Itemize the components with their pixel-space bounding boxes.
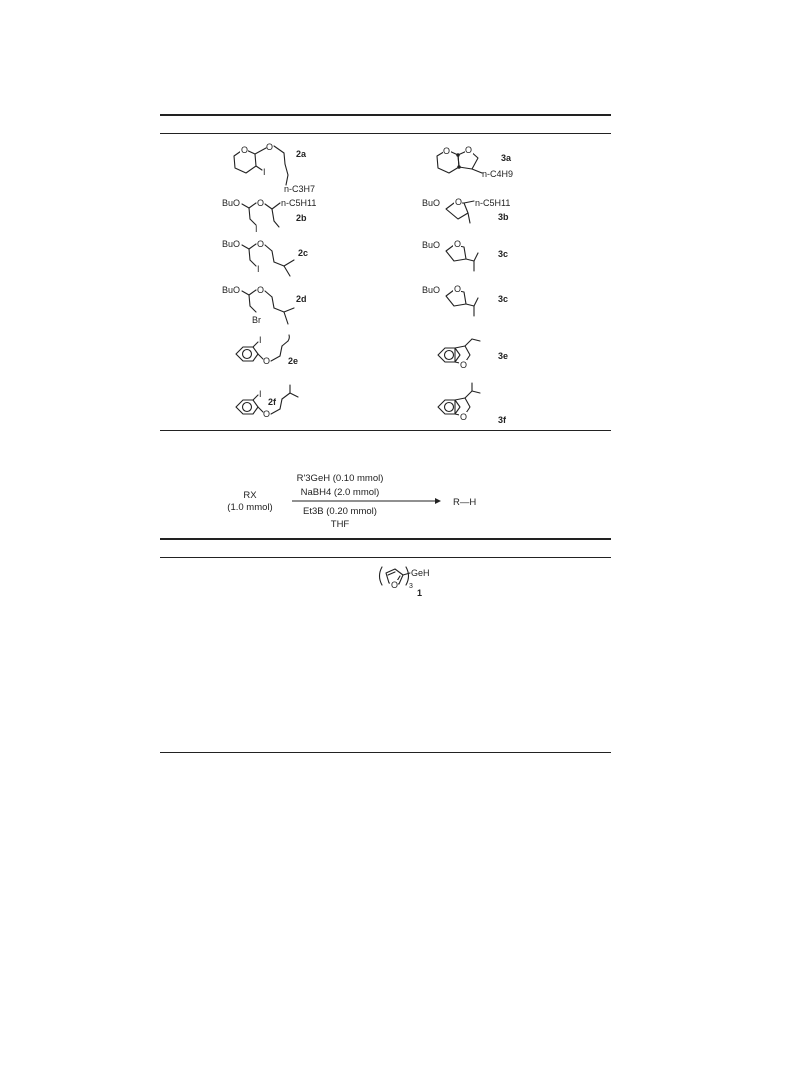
product-3b-label: 3b [498,212,509,222]
substrate-2c-butoxy: BuO [222,239,241,249]
germane-1-label: 1 [417,588,423,598]
product-3c-1-butoxy: BuO [422,240,441,250]
substrate-2f-structure [230,385,360,430]
product-3f-structure [432,385,562,430]
product-3c-1-oxygen: O [454,239,462,249]
substrate-2a-label: 2a [296,149,307,159]
product-3c-structure-1 [422,237,562,282]
table1-bottom-rule [160,430,611,431]
product-3a-label: 3a [501,153,512,163]
substrate-2d-butoxy: BuO [222,285,241,295]
germane-1-subscript: 3 [409,583,413,590]
substrate-2f-iodo: I [259,389,262,399]
substrate-2d-oxygen: O [257,285,265,295]
substrate-2c-label: 2c [298,248,309,258]
substrate-2d-bromo: Br [252,315,261,325]
scheme-reagent-triethylborane: Et3B (0.20 mmol) [303,506,377,517]
product-3b-oxygen: O [455,197,463,207]
scheme-reagent-borohydride: NaBH4 (2.0 mmol) [300,487,380,498]
table1-top-rule [160,114,611,116]
product-3a-structure [432,140,562,185]
substrate-2b-iodo: I [255,224,258,234]
substrate-2d-label: 2d [296,294,307,304]
product-3c-2-butoxy: BuO [422,285,441,295]
substrate-2e-oxygen: O [263,356,271,366]
product-3c-label-1: 3c [498,249,509,259]
substrate-2f-oxygen: O [263,409,271,419]
germane-1-geh: GeH [411,568,430,578]
germane-1-ring-oxygen: O [391,580,399,590]
product-3a-butyl: n-C4H9 [482,169,514,179]
substrate-2c-iodo: I [257,264,260,274]
product-3e-oxygen: O [460,360,468,370]
scheme-reactant: RX [243,490,257,501]
reaction-scheme [227,470,500,532]
table1-header-rule [160,133,611,134]
table2-header-rule [160,557,611,558]
substrate-2a-ring-oxygen: O [241,145,249,155]
product-3c-2-oxygen: O [454,284,462,294]
product-3b-butoxy: BuO [422,198,441,208]
substrate-2e-structure [230,332,360,382]
substrate-2b-pentyl: n-C5H11 [281,198,317,208]
substrate-2e-label: 2e [288,356,299,366]
germane-1-structure [372,563,462,597]
scheme-reactant-amount: (1.0 mmol) [227,502,273,513]
table2-top-rule [160,538,611,540]
substrate-2a-iodo: I [263,167,266,177]
product-3b-pentyl: n-C5H11 [475,198,511,208]
product-3f-label: 3f [498,415,507,425]
scheme-product: R—H [453,497,477,508]
substrate-2b-butoxy: BuO [222,198,241,208]
substrate-2e-iodo: I [259,335,262,345]
substrate-2b-label: 2b [296,213,307,223]
product-3b-structure [422,195,562,235]
substrate-2d-structure [222,282,362,337]
scheme-solvent: THF [330,519,350,530]
product-3f-oxygen: O [460,412,468,422]
product-3e-structure [432,335,562,377]
table2-bottom-rule [160,752,611,753]
scheme-reagent-germane: R'3GeH (0.10 mmol) [296,473,384,484]
substrate-2b-structure [222,195,362,240]
substrate-2c-structure [222,236,362,286]
substrate-2a-structure [222,138,362,193]
substrate-2a-propyl: n-C3H7 [284,184,316,194]
substrate-2c-oxygen: O [257,239,265,249]
product-3c-label-2: 3c [498,294,509,304]
product-3e-label: 3e [498,351,509,361]
substrate-2f-label: 2f [268,397,277,407]
substrate-2a-ether-oxygen: O [266,142,274,152]
product-3a-oxygen-1: O [443,146,451,156]
substrate-2b-oxygen: O [257,198,265,208]
product-3a-oxygen-2: O [465,145,473,155]
product-3c-structure-2 [422,282,562,327]
